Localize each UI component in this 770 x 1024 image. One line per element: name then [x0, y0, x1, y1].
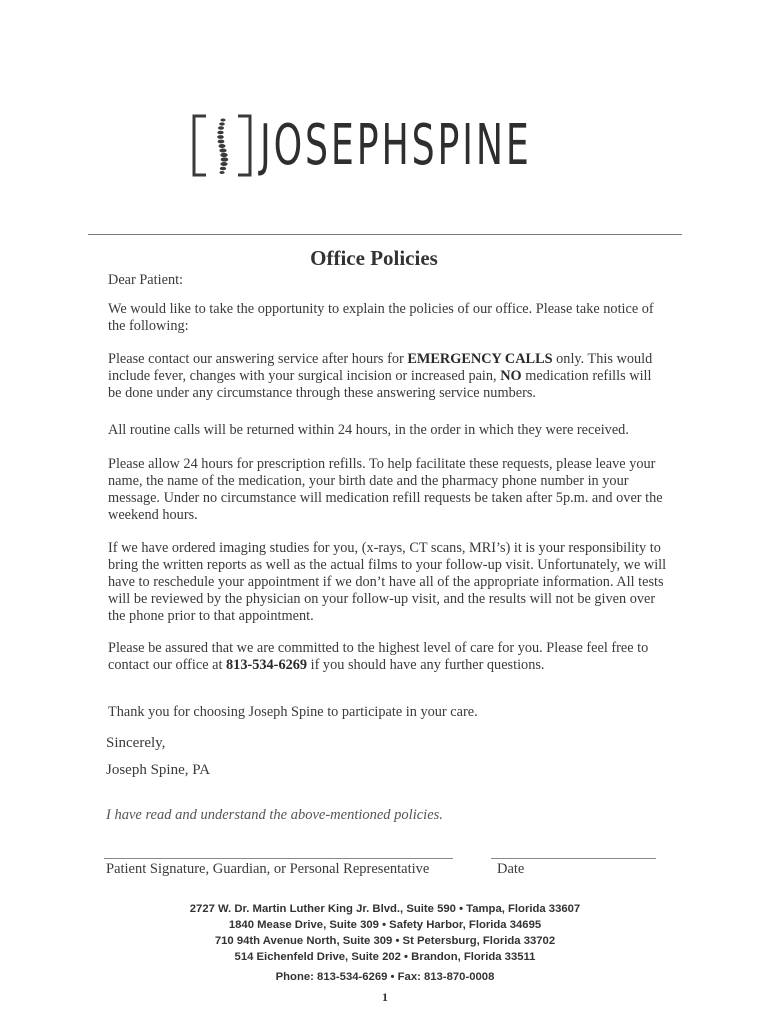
address-brandon: 514 Eichenfeld Drive, Suite 202 • Brandon, Florida 33511 — [234, 951, 536, 963]
refills-paragraph — [108, 456, 668, 524]
contact-paragraph — [108, 640, 668, 674]
intro-paragraph — [108, 301, 668, 335]
signer-name: Joseph Spine, PA — [106, 762, 211, 778]
header-divider — [88, 234, 682, 235]
emergency-text-2: only. This would include fever, changes with your surgical incision or increased pain, — [108, 351, 653, 384]
closing: Sincerely, — [106, 735, 166, 751]
date-line — [491, 858, 656, 859]
office-phone: 813-534-6269 — [226, 657, 308, 673]
footer-contact: Phone: 813-534-6269 • Fax: 813-870-0008 — [275, 971, 495, 983]
signature-label: Patient Signature, Guardian, or Personal Representative — [106, 861, 430, 877]
salutation: Dear Patient: — [108, 272, 184, 288]
emergency-text-3: medication refills will be done under any circumstance through these answering service numbers. — [108, 368, 652, 401]
no-emphasis: NO — [500, 368, 522, 384]
emergency-calls-emphasis: EMERGENCY CALLS — [407, 351, 553, 367]
spine-icon — [192, 114, 252, 177]
emergency-paragraph — [108, 351, 668, 402]
emergency-text-1: Please contact our answering service after hours for — [108, 351, 408, 367]
contact-text-1: Please be assured that we are committed to the highest level of care for you. Please feel free to contact our office at — [108, 640, 649, 673]
intro-text: We would like to take the opportunity to explain the policies of our office. Please take notice of the following: — [108, 301, 654, 334]
thanks-text: Thank you for choosing Joseph Spine to participate in your care. — [108, 704, 478, 720]
page-title: Office Policies — [310, 246, 438, 270]
logo — [192, 114, 637, 180]
acknowledgement-statement: I have read and understand the above-mentioned policies. — [106, 807, 443, 823]
address-st-petersburg: 710 94th Avenue North, Suite 309 • St Petersburg, Florida 33702 — [214, 935, 556, 947]
routine-calls-paragraph — [108, 422, 668, 439]
footer-addresses — [0, 901, 770, 965]
contact-text-2: if you should have any further questions. — [307, 657, 545, 673]
thanks-paragraph — [108, 704, 668, 721]
refills-text: Please allow 24 hours for prescription refills. To help facilitate these requests, please leave your name, the name of the medication, your birth date and the pharmacy phone number in your message. Under no circumstance will medication refill requests be taken after 5p.m. and over the weekend hours. — [108, 456, 663, 523]
address-safety-harbor: 1840 Mease Drive, Suite 309 • Safety Harbor, Florida 34695 — [228, 919, 542, 931]
logo-wordmark: JOSEPHSPINE — [260, 113, 532, 178]
page-number: 1 — [382, 990, 388, 1004]
imaging-text: If we have ordered imaging studies for you, (x-rays, CT scans, MRI’s) it is your responsibility to bring the written reports as well as the actual films to your follow-up visit. Unfortunately, we will have to reschedule your appointment if we don’t have all of the appropriate information. All tests will be reviewed by the physician on your follow-up visit, and the results will not be given over the phone prior to that appointment. — [108, 540, 667, 624]
imaging-paragraph — [108, 540, 668, 625]
signature-line — [104, 858, 453, 859]
date-label: Date — [497, 861, 525, 877]
address-tampa: 2727 W. Dr. Martin Luther King Jr. Blvd., Suite 590 • Tampa, Florida 33607 — [189, 903, 581, 915]
routine-calls-text: All routine calls will be returned within 24 hours, in the order in which they were received. — [108, 422, 629, 438]
